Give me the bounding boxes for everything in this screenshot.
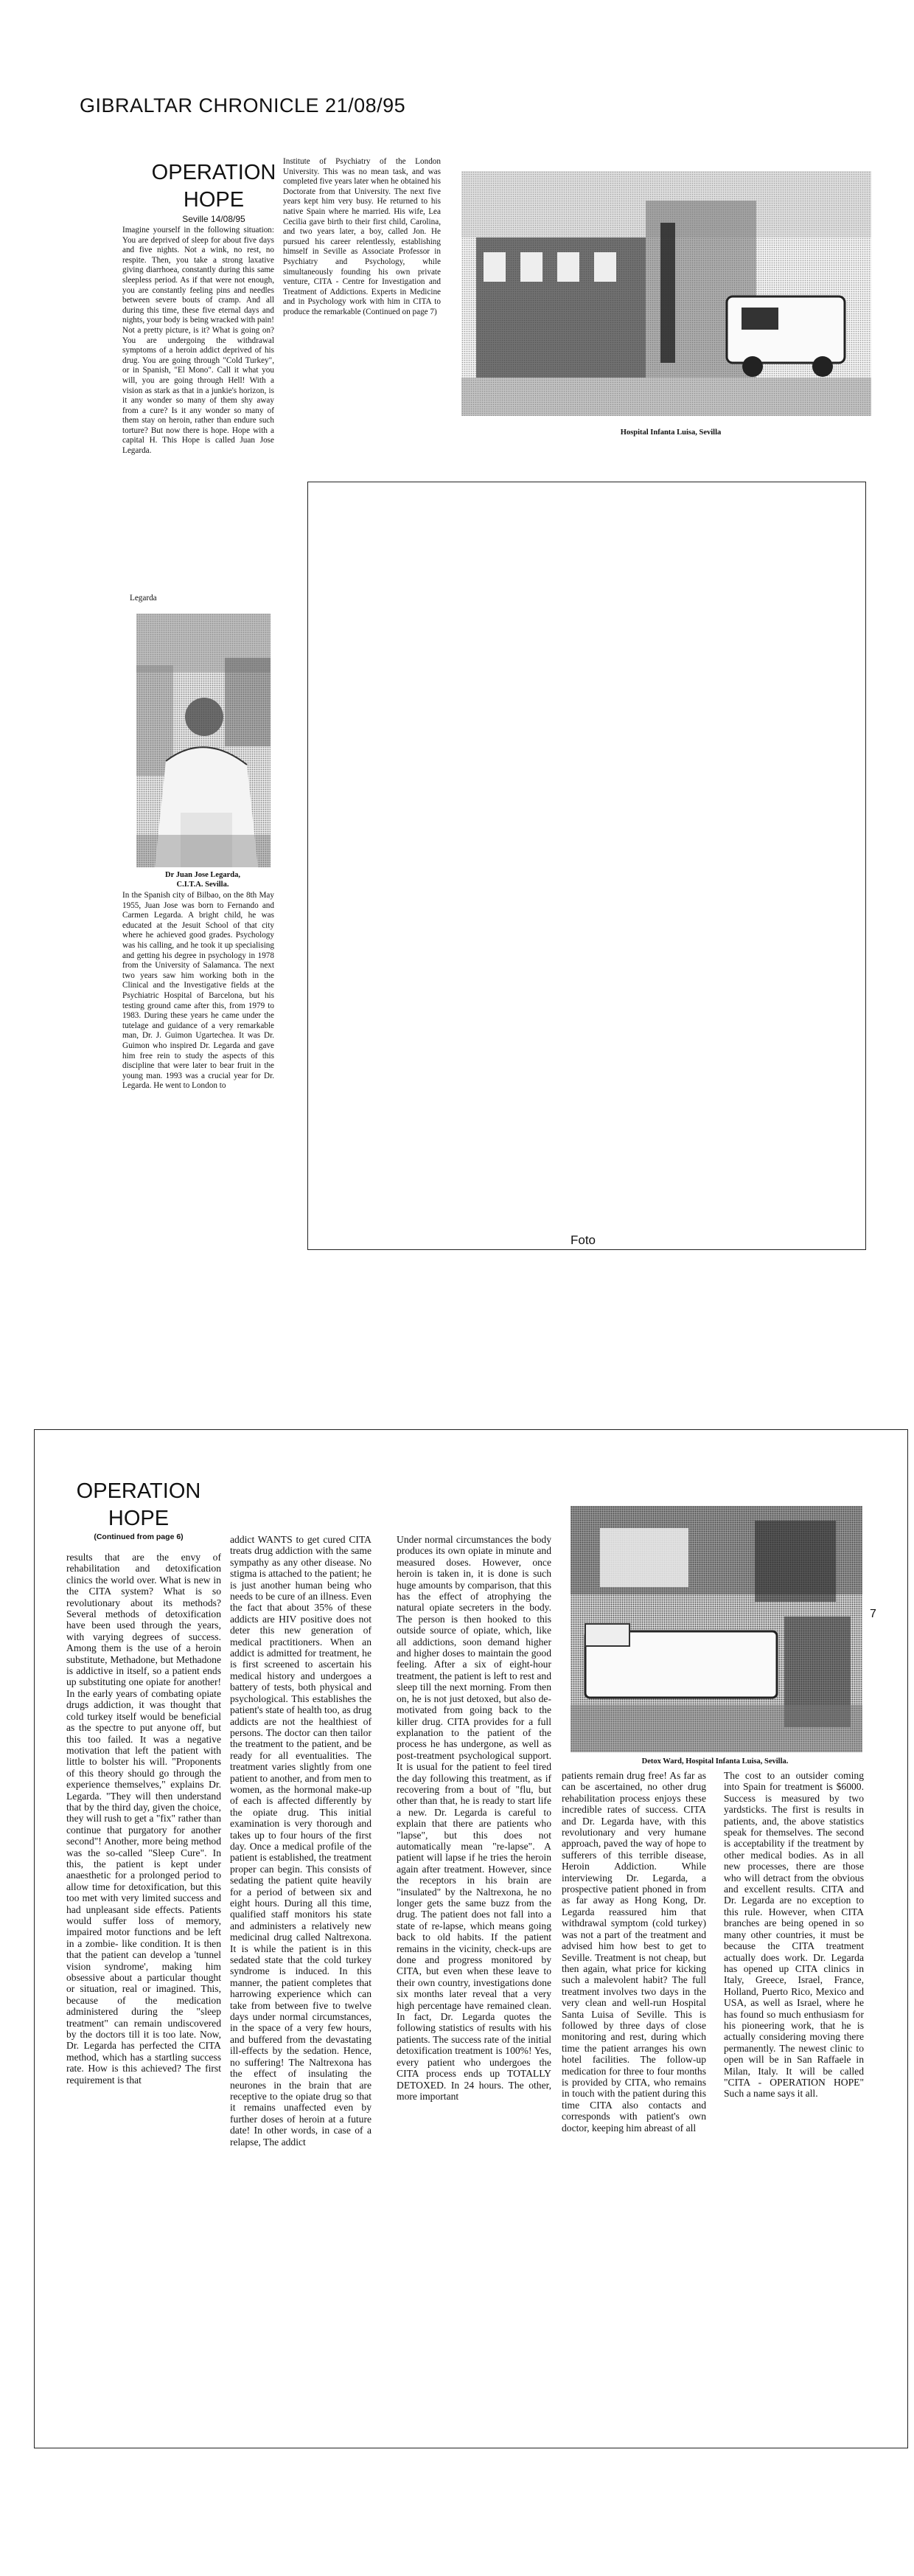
detox-ward-photo-caption: Detox Ward, Hospital Infanta Luisa, Sevilla. [641,1757,789,1766]
article-text: results that are the envy of rehabilitation and detoxification clinics the world over. What is new in the CITA system? What is so revolutionary about its methods? Several methods of detoxification have been used through the years, with varying degrees of success. Among them is the use of a heroin substitute, Methadone, but Methadone is addictive in itself, so a patient ends up substituting one opiate for another! In the early years of combating opiate drugs addiction, it was thought that cold turkey itself would be beneficial as the spectre to put anyone off, but this too failed. It was a negative motivation that left the patient with little to bolster his will. "Proponents of this theory should go through the experience themselves," explains Dr. Legarda. "They will then understand that by the third day, given the choice, they will rush to get a "fix" rather than continue that purgatory for another second"! Another, more being method was the so-called "Sleep Cure". In this, the patient is kept under anaesthetic for a prolonged period to allow time for detoxification, but this too met with very limited success and had unpleasant side effects. Patients would suffer loss of memory, impaired motor functions and be left in a zombie- like condition. It is then that the patient can develop a 'tunnel vision syndrome', making him obsessive about a particular thought or situation, real or imagined. This, because of the medication administered during the "sleep treatment" can remain undiscovered by the doctors till it is too late. Now, Dr. Legarda has perfected the CITA method, which has a startling success rate. How is this achieved? The first requirement is that [66,1552,221,2086]
article-text: In the Spanish city of Bilbao, on the 8th May 1955, Juan Jose was born to Fernando and Carmen Legarda. A bright child, he was educated at the Jesuit School of that city where he achieved good grades. Psychology was his calling, and he took it up specialising and getting his degree in psychology in 1978 from the University of Salamanca. The next two years saw him working both in the Clinical and the Investigative fields at the Psychiatric Hospital of Barcelona, but his testing ground came after this, from 1979 to 1983. During these years he came under the tutelage and guidance of a very remarkable man, Dr. J. Guimon Ugartechea. It was Dr. Guimon who inspired Dr. Legarda and gave him free rein to study the aspects of this discipline that were later to bear fruit in the young man. 1993 was a crucial year for Dr. Legarda. He went to London to [122,891,274,1091]
photo-placeholder-frame [307,482,866,1250]
article-text: Institute of Psychiatry of the London University. This was no mean task, and was completed five years later when he obtained his Doctorate from that University. The next five years kept him very busy. He returned to his native Spain where he married. His wife, Lea Cecilia gave birth to their first child, Carolina, and two years later, a boy, called Jon. He pursued his career relentlessly, establishing himself in Seville as Associate Professor in Psychiatry and Psychology, while simultaneously founding his own private venture, CITA - Centre for Investigation and Treatment of Addictions. Experts in Medicine and in Psychology work with him in CITA to produce the remarkable (Continued on page 7) [283,157,441,316]
headline-line2: HOPE [183,188,245,212]
article-text: Imagine yourself in the following situation: You are deprived of sleep for about five days and five nights. Not a wink, no rest, no respite. Then, you take a strong laxative giving diarrhoea, constantly during this same sleepless period. As if that were not enough, you are constantly feeling pins and needles between severe bouts of cramp. And all during this time, these five eternal days and nights, your body is being wracked with pain! Not a pretty picture, is it? What is going on? You are undergoing the withdrawal symptoms of a heroin addict deprived of his drug. You are going through "Cold Turkey", or in Spanish, "El Mono". Call it what you will, you are going through Hell! With a vision as stark as that in a junkie's horizon, is it any wonder so many of them shy away from a cure? Is it any wonder so many of them stay on heroin, rather than endure such torture? But now there is hope. Hope with a capital H. This Hope is called Juan Jose Legarda. [122,226,274,456]
masthead: GIBRALTAR CHRONICLE 21/08/95 [80,94,406,117]
page1-column1b [122,891,274,1189]
page2-headline [50,1478,227,1541]
dateline: Seville 14/08/95 [182,214,245,224]
foto-label: Foto [571,1233,596,1247]
hospital-photo-caption: Hospital Infanta Luisa, Sevilla [620,428,722,437]
article-text: addict WANTS to get cured CITA treats drug addiction with the same sympathy as any other disease. No stigma is attached to the patient; he is just another human being who needs to be cure of an illness. Even the fact that about 35% of these addicts are HIV positive does not deter this new generation of medical practitioners. When an addict is admitted for treatment, he is first screened to ascertain his medical history and undergoes a battery of tests, both physical and psychological. This establishes the patient's state of health too, as drug addicts are not the healthiest of persons. The doctor can then tailor the treatment to the patient, and be ready for all eventualities. The treatment varies slightly from one patient to another, and from men to women, as the hormonal make-up of each is affected differently by the opiate drug. This initial examination is very thorough and takes up to four hours of the first day. Once a medical profile of the patient is established, the treatment proper can begin. This consists of sedating the patient quite heavily for a period of between six and eight hours. During all this time, qualified staff monitors his state and administers a relatively new medicinal drug called Naltrexona. It is while the patient is in this sedated state that the cold turkey syndrome is induced. In this manner, the patient completes that harrowing experience which can take from between five to twelve days under normal circumstances, in the space of a very few hours, and buffered from the devastating ill-effects by the sedation. Hence, no suffering! The Naltrexona has the effect of insulating the neurones in the brain that are receptive to the opiate drug so that it remains unaffected even by further doses of heroin at a future date! In other words, in case of a relapse, The addict [230,1534,371,2148]
detox-ward-photo [571,1506,862,1752]
article-text: patients remain drug free! As far as can be ascertained, no other drug rehabilitation process enjoys these incredible rates of success. CITA and Dr. Legarda have, with this revolutionary and very humane approach, paved the way of hope to sufferers of this terrible disease, Heroin Addiction. While interviewing Dr. Legarda, a prospective patient phoned in from as far away as Hong Kong, Dr. Legarda reassured him that withdrawal symptom (cold turkey) was not a part of the treatment and advised him how best to get to Seville. Treatment is not cheap, but then again, what price for kicking such a malevolent habit? The full treatment involves two days in the very clean and well-run Hospital Santa Luisa of Seville. This is followed by three days of close monitoring and rest, during which time the patient arranges his own hotel facilities. The follow-up medication for three to four months is provided by CITA, who remains in touch with the patient during this time CITA also contacts and corresponds with patient's own doctor, keeping him abreast of all [562,1770,706,2134]
article-text: The cost to an outsider coming into Spain for treatment is $6000. Success is measured by two yardsticks. The first is results in patients, and, the above statistics speak for themselves. The second is acceptability if the treatment by other medical bodies. As in all new processes, there are those who will detract from the obvious and excellent results. CITA and Dr. Legarda are no exception to this rule. However, when CITA branches are being opened in so many other countries, it must be because the CITA treatment actually does work. Dr. Legarda has opened up CITA clinics in Italy, Greece, Israel, France, Holland, Puerto Rico, Mexico and USA, as well as Israel, where he has found so much enthusiasm for his pioneering work, that he is actually considering moving there permanently. The newest clinic to open will be in San Raffaele in Milan, Italy. It will be called "CITA - OPERATION HOPE" Such a name says it all. [724,1770,864,2100]
page2-column5 [724,1770,864,2168]
page2-column2 [230,1534,371,2401]
photo1-caption [125,870,280,889]
page1-headline [125,159,302,224]
page2-column1 [66,1552,221,2409]
page1-column1 [122,226,274,528]
page1-column2 [283,157,441,368]
legarda-photo [136,614,271,867]
headline-line2: HOPE [108,1507,170,1530]
hospital-photo [461,171,871,416]
page2-column4 [562,1770,706,2403]
page-number: 7 [870,1608,876,1620]
headline-line1: OPERATION [76,1479,201,1503]
photo1-caption-line2: C.I.T.A. Sevilla. [176,881,229,889]
headline-line1: OPERATION [151,161,276,184]
continued-note: (Continued from page 6) [94,1532,184,1541]
photo1-tag: Legarda [130,594,157,603]
photo1-caption-line1: Dr Juan Jose Legarda, [165,871,240,879]
page2-column3 [397,1534,551,2401]
article-text: Under normal circumstances the body produces its own opiate in minute and measured doses. However, once heroin is taken in, it is done is such huge amounts by comparison, that this has the effect of atrophying the natural opiate secreters in the body. The person is then hooked to this outside source of opiate, which, like all addictions, soon demand higher and higher doses to maintain the good feeling. After a six of eight-hour treatment, the patient is left to rest and sleep till the next morning. From then on, he is not just detoxed, but also de-motivated from going back to the killer drug. CITA provides for a full explanation to the patient of the process he has undergone, as well as post-treatment psychological support. It is usual for the patient to feel tired the day following this treatment, as if recovering from a bout of "flu, but other than that, he is ready to start life a new. Dr. Legarda is careful to explain that there are patients who "lapse", but this does not automatically mean "re-lapse". A patient will lapse if he tries the heroin again after treatment. However, since the receptors in his brain are "insulated" by the Naltrexona, he no longer gets the same buzz from the drug. The patient does not fall into a state of re-lapse, which means going back to old habits. If the patient remains in the vicinity, check-ups are done and progress monitored by CITA, but even when these leave to their own country, investigations done six months later reveal that a very high percentage have remained clean. In fact, Dr. Legarda quotes the following statistics of results with his patients. The success rate of the initial detoxification treatment is 100%! Yes, every patient who undergoes the CITA process ends up TOTALLY DETOXED. In 24 hours. The other, more important [397,1534,551,2102]
